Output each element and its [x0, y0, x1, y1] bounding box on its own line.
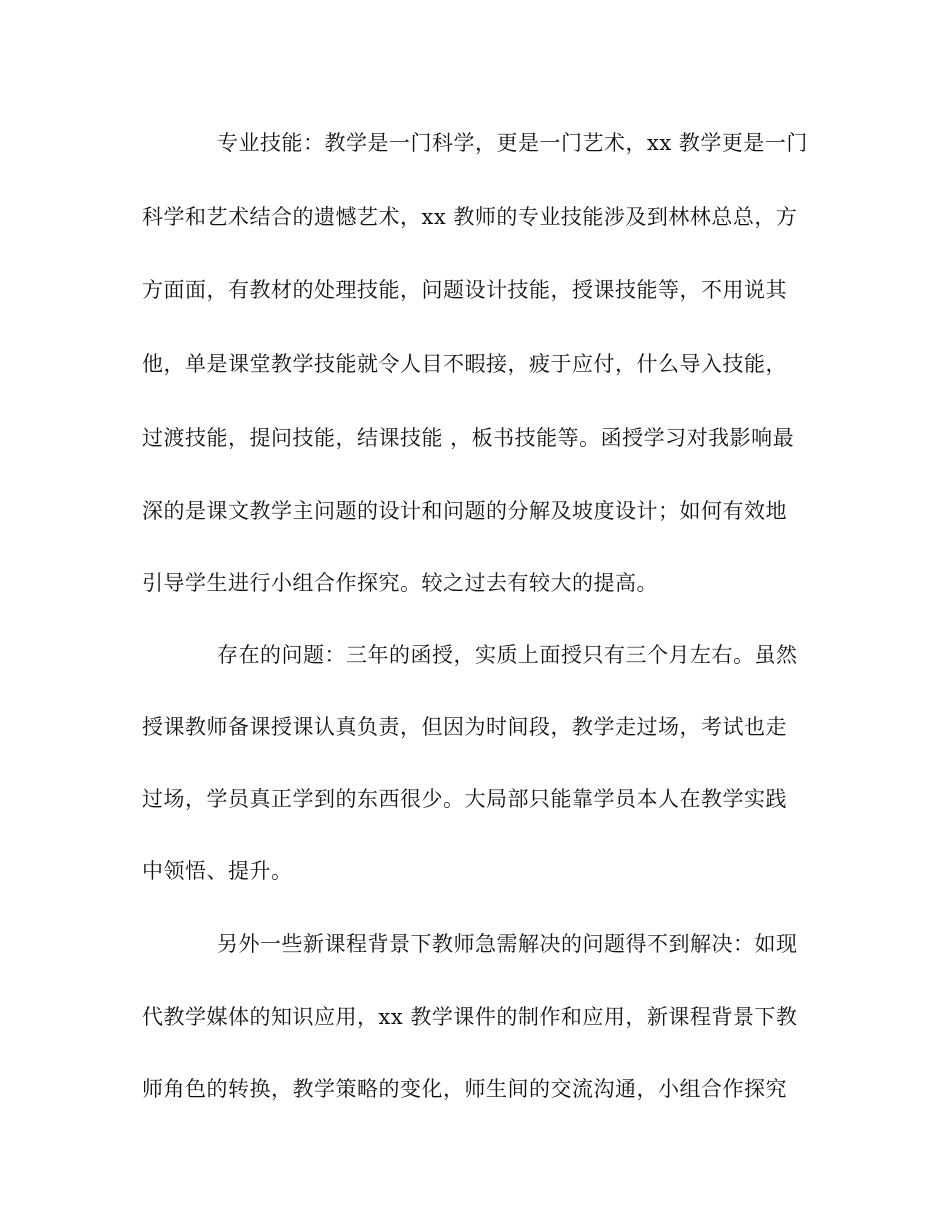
paragraph-1-line-4: 他，单是课堂教学技能就令人目不暇接，疲于应付，什么导入技能，	[142, 352, 787, 376]
paragraph-2-line-4: 中领悟、提升。	[142, 859, 293, 883]
paragraph-1-line-7: 引导学生进行小组合作探究。较之过去有较大的提高。	[142, 571, 658, 595]
paragraph-3-line-3: 师角色的转换，教学策略的变化，师生间的交流沟通，小组合作探究	[142, 1077, 787, 1101]
paragraph-2-line-2: 授课教师备课授课认真负责，但因为时间段，教学走过场，考试也走	[142, 715, 787, 739]
paragraph-2-line-3: 过场，学员真正学到的东西很少。大局部只能靠学员本人在教学实践	[142, 787, 787, 811]
paragraph-3-line-2: 代教学媒体的知识应用，xx 教学课件的制作和应用，新课程背景下教	[142, 1005, 798, 1029]
paragraph-1-line-3: 方面面，有教材的处理技能，问题设计技能，授课技能等，不用说其	[142, 278, 787, 302]
paragraph-1-line-1: 专业技能：教学是一门科学，更是一门艺术，xx 教学更是一门	[217, 131, 808, 155]
paragraph-3-line-1: 另外一些新课程背景下教师急需解决的问题得不到解决：如现	[217, 932, 798, 956]
paragraph-1-line-2: 科学和艺术结合的遗憾艺术，xx 教师的专业技能涉及到林林总总，方	[142, 205, 798, 229]
paragraph-2-line-1: 存在的问题：三年的函授，实质上面授只有三个月左右。虽然	[217, 643, 798, 667]
paragraph-1-line-5: 过渡技能，提问技能，结课技能 ，板书技能等。函授学习对我影响最	[142, 426, 795, 450]
paragraph-1-line-6: 深的是课文教学主问题的设计和问题的分解及坡度设计；如何有效地	[142, 499, 787, 523]
